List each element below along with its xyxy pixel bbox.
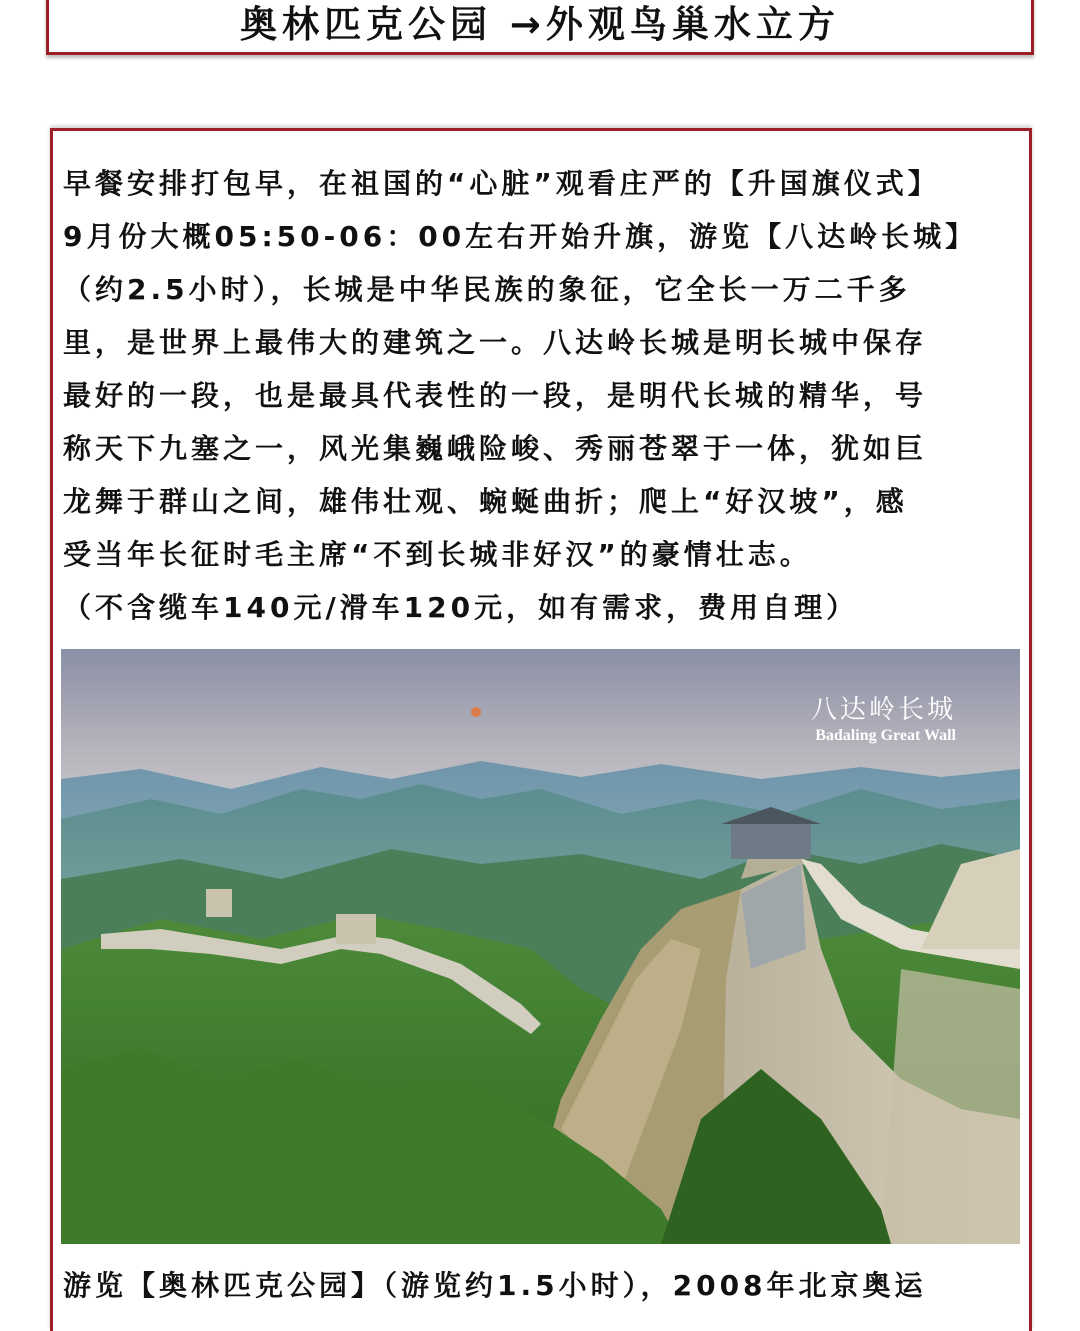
great-wall-photo (61, 649, 1020, 1244)
description-line: 龙舞于群山之间，雄伟壮观、蜿蜒曲折；爬上“好汉坡”，感 (63, 485, 908, 518)
photo-caption-chinese: 八达岭长城 (810, 695, 956, 725)
itinerary-content-box (50, 128, 1032, 1331)
description-line: （不含缆车140元/滑车120元，如有需求，费用自理） (63, 591, 859, 624)
description-line: 称天下九塞之一，风光集巍峨险峻、秀丽苍翠于一体，犹如巨 (63, 432, 928, 465)
description-line: 里，是世界上最伟大的建筑之一。八达岭长城是明长城中保存 (63, 326, 928, 359)
description-line: 9月份大概05:50-06：00左右开始升旗，游览【八达岭长城】 (63, 220, 978, 253)
description-line: 受当年长征时毛主席“不到长城非好汉”的豪情壮志。 (63, 538, 812, 571)
section-title: 奥林匹克公园 →外观鸟巢水立方 (240, 3, 840, 46)
next-paragraph-line: 游览【奥林匹克公园】（游览约1.5小时），2008年北京奥运 (63, 1269, 927, 1302)
description-line: （约2.5小时），长城是中华民族的象征，它全长一万二千多 (63, 273, 911, 306)
section-header-box (46, 0, 1034, 55)
description-line: 早餐安排打包早，在祖国的“心脏”观看庄严的【升国旗仪式】 (63, 167, 940, 200)
description-line: 最好的一段，也是最具代表性的一段，是明代长城的精华，号 (63, 379, 928, 412)
photo-caption-english: Badaling Great Wall (815, 727, 956, 744)
itinerary-description (63, 157, 1029, 634)
